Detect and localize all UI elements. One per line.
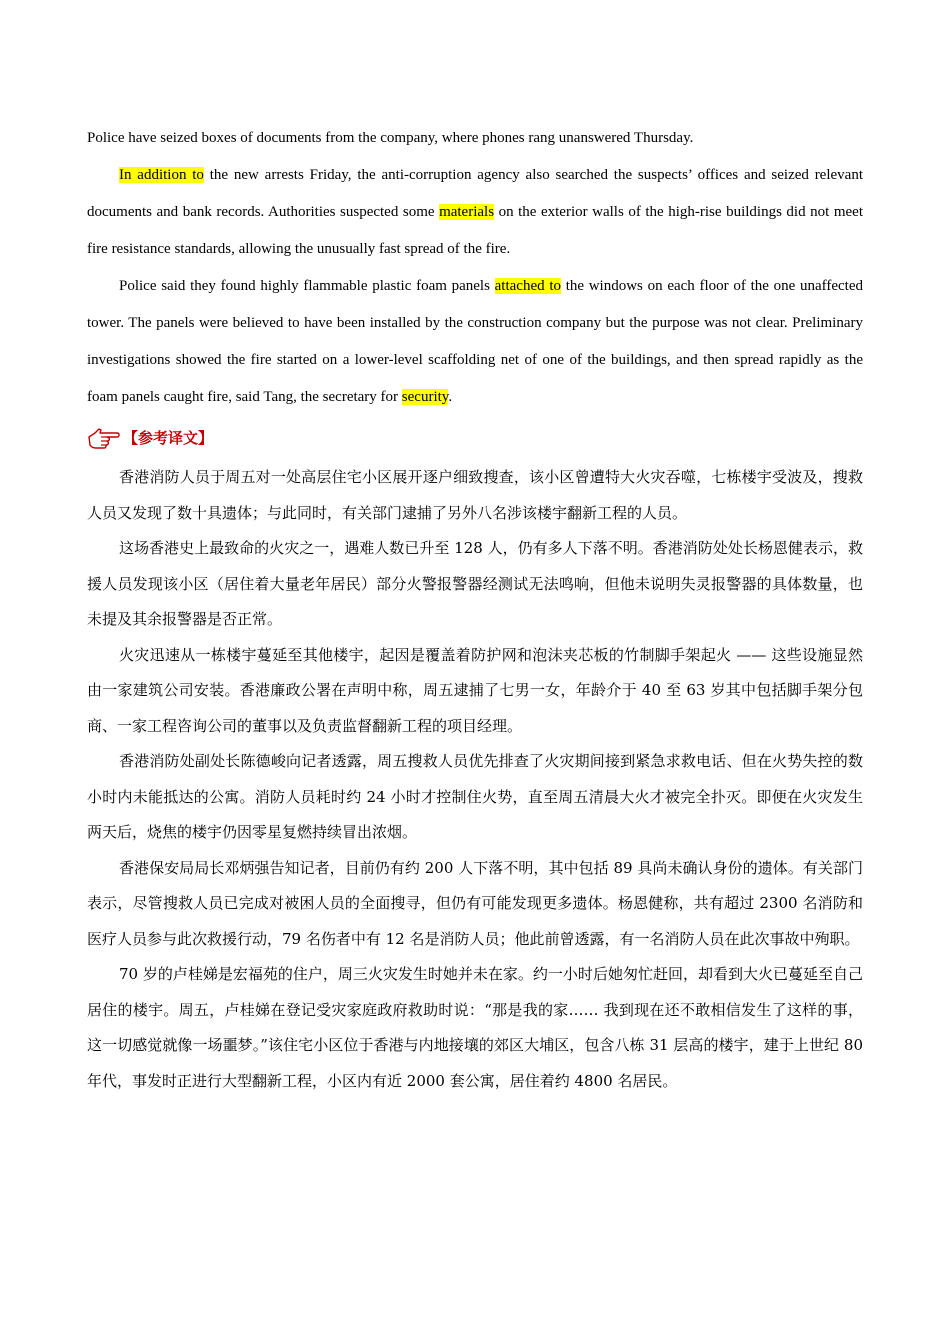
english-paragraph-3-text-b: the windows on each floor of the one unaffected tower. The panels were believed to have been installed by the construction company but the purpose was not clear. Preliminary investigations showed the fire started on a lower-level scaffolding net of one of the buildings, and then spread rapidly as the foam panels caught fire, said Tang, the secretary for <box>87 278 863 405</box>
highlight-security: security <box>401 389 449 405</box>
highlight-in-addition-to: In addition to <box>119 167 204 183</box>
english-paragraph-3-text-a: Police said they found highly flammable plastic foam panels <box>119 278 495 294</box>
english-paragraph-1-text: Police have seized boxes of documents from the company, where phones rang unanswered Thursday. <box>87 130 694 146</box>
chinese-translation <box>87 460 863 1099</box>
reference-translation-heading <box>87 420 863 454</box>
chinese-paragraph-5: 香港保安局局长邓炳强告知记者，目前仍有约 200 人下落不明，其中包括 89 具尚未确认身份的遗体。有关部门表示，尽管搜救人员已完成对被困人员的全面搜寻，但仍有可能发现更多遗体。杨恩健称，共有超过 2300 名消防和医疗人员参与此次救援行动，79 名伤者中有 12 名是消防人员；他此前曾透露，有一名消防人员在此次事故中殉职。 <box>87 858 863 948</box>
chinese-paragraph-2: 这场香港史上最致命的火灾之一，遇难人数已升至 128 人，仍有多人下落不明。香港消防处处长杨恩健表示，救援人员发现该小区（居住着大量老年居民）部分火警报警器经测试无法鸣响，但他未说明失灵报警器的具体数量，也未提及其余报警器是否正常。 <box>87 539 863 628</box>
english-paragraph-2 <box>87 157 863 268</box>
highlight-attached-to: attached to <box>494 278 561 294</box>
pointing-hand-icon <box>87 423 121 451</box>
english-paragraph-2-text-b: on the exterior walls of the high-rise buildings did not meet fire resistance standards, allowing the unusually fast spread of the fire. <box>87 204 863 257</box>
english-paragraph-2-text-a: the new arrests Friday, the anti-corruption agency also searched the suspects’ offices and seized relevant documents and bank records. Authorities suspected some <box>87 167 863 220</box>
reference-translation-title: 【参考译文】 <box>123 428 214 447</box>
chinese-paragraph-4: 香港消防处副处长陈德峻向记者透露，周五搜救人员优先排查了火灾期间接到紧急求救电话、但在火势失控的数小时内未能抵达的公寓。消防人员耗时约 24 小时才控制住火势，直至周五清晨大火才被完全扑灭。即便在火灾发生两天后，烧焦的楼宇仍因零星复燃持续冒出浓烟。 <box>87 752 863 841</box>
document-page <box>87 120 863 1099</box>
english-paragraph-3-text-c: . <box>448 389 453 405</box>
chinese-paragraph-3: 火灾迅速从一栋楼宇蔓延至其他楼宇，起因是覆盖着防护网和泡沫夹芯板的竹制脚手架起火 —— 这些设施显然由一家建筑公司安装。香港廉政公署在声明中称，周五逮捕了七男一女，年龄介于 40 至 63 岁其中包括脚手架分包商、一家工程咨询公司的董事以及负责监督翻新工程的项目经理。 <box>87 645 863 735</box>
highlight-materials: materials <box>439 204 495 220</box>
english-paragraph-3 <box>87 268 863 416</box>
chinese-paragraph-1: 香港消防人员于周五对一处高层住宅小区展开逐户细致搜查，该小区曾遭特大火灾吞噬，七栋楼宇受波及，搜救人员又发现了数十具遗体；与此同时，有关部门逮捕了另外八名涉该楼宇翻新工程的人员。 <box>87 468 863 522</box>
chinese-paragraph-6: 70 岁的卢桂娣是宏福苑的住户，周三火灾发生时她并未在家。约一小时后她匆忙赶回，却看到大火已蔓延至自己居住的楼宇。周五，卢桂娣在登记受灾家庭政府救助时说：“那是我的家…… 我到现在还不敢相信发生了这样的事，这一切感觉就像一场噩梦。”该住宅小区位于香港与内地接壤的郊区大埔区，包含八栋 31 层高的楼宇，建于上世纪 80 年代，事发时正进行大型翻新工程，小区内有近 2000 套公寓，居住着约 4800 名居民。 <box>87 965 863 1090</box>
english-paragraph-1 <box>87 120 863 157</box>
